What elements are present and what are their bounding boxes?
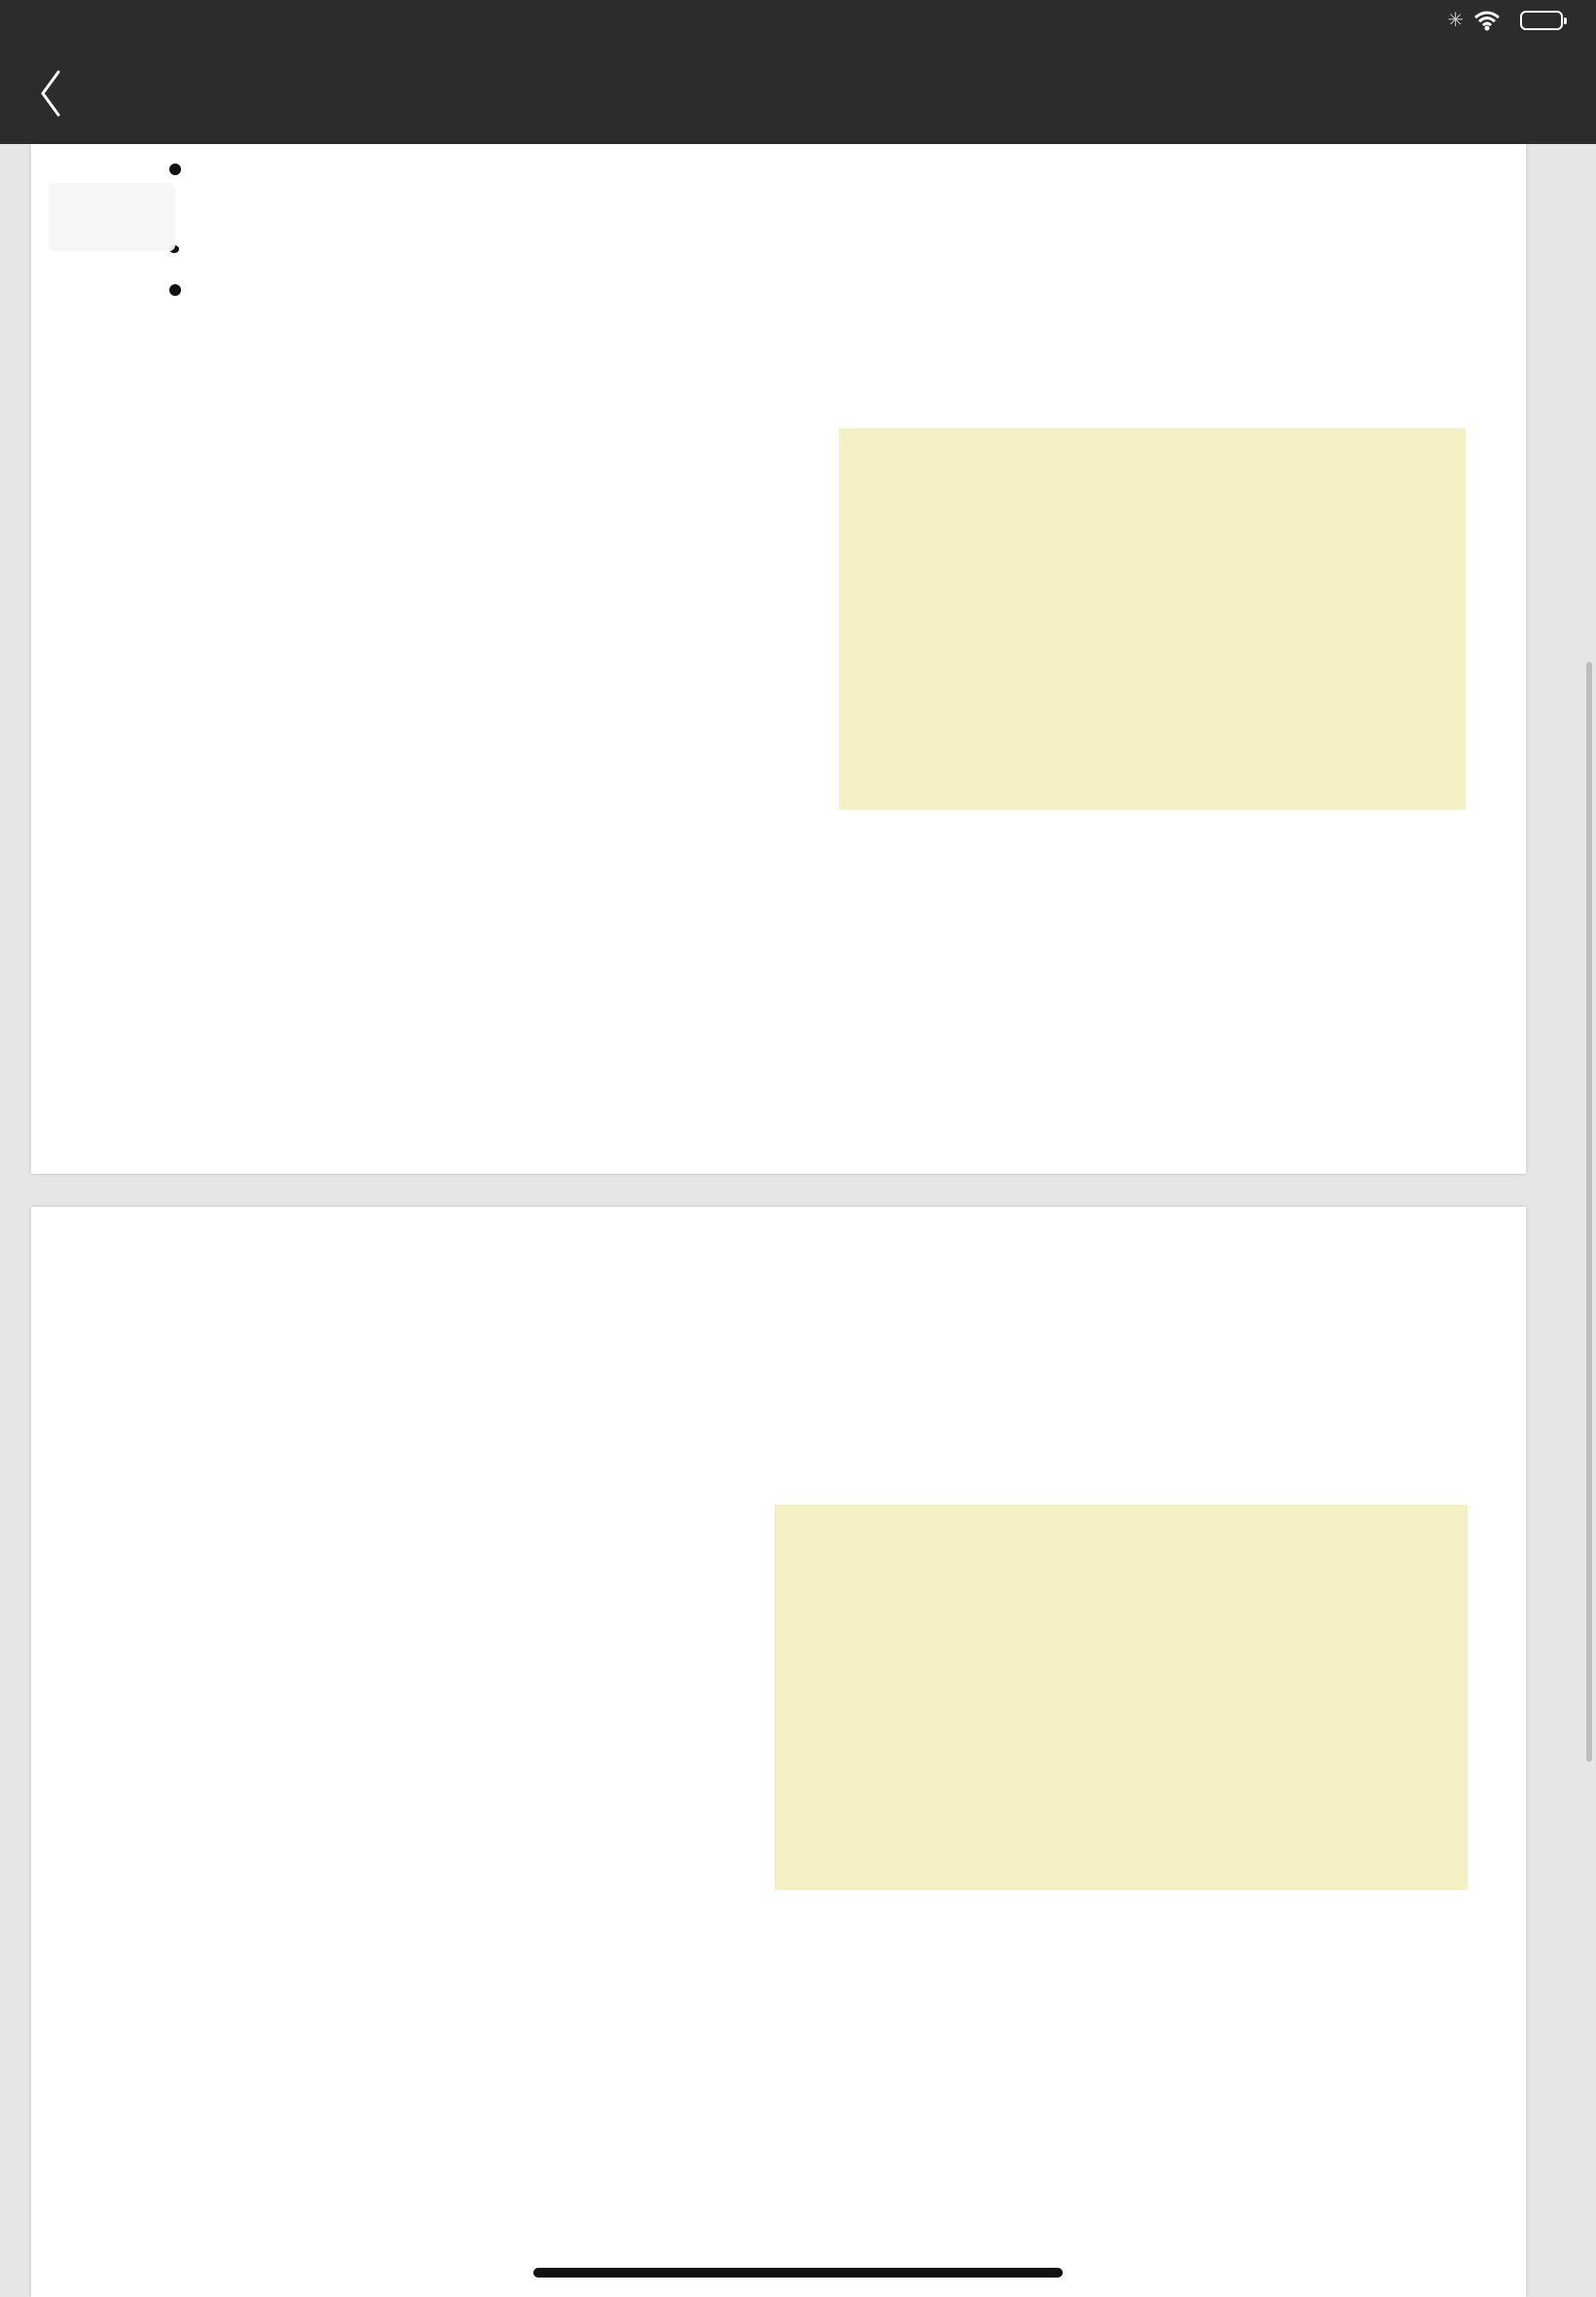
document-page-1 — [31, 144, 1526, 1174]
syringe-illustrations — [839, 428, 1466, 810]
bullet-icon — [169, 284, 181, 296]
back-button[interactable] — [39, 66, 68, 121]
wifi-icon — [1473, 10, 1501, 31]
activity-icon: ✳ — [1447, 10, 1464, 31]
home-indicator[interactable] — [533, 2268, 1063, 2278]
scrollbar[interactable] — [1586, 662, 1592, 1762]
chevron-left-icon — [39, 68, 62, 119]
nav-bar — [0, 45, 1596, 144]
status-right-group — [1447, 8, 1563, 32]
document-page-2 — [31, 1207, 1526, 2297]
battery-icon — [1520, 11, 1563, 30]
insulin-syringe-illustrations — [775, 1505, 1468, 1890]
status-bar — [0, 0, 1596, 45]
page-indicator — [49, 183, 175, 251]
insulin-syringe-panel — [775, 1505, 1468, 1890]
bullet-icon — [169, 164, 181, 175]
syringe-image-panel — [839, 428, 1466, 810]
